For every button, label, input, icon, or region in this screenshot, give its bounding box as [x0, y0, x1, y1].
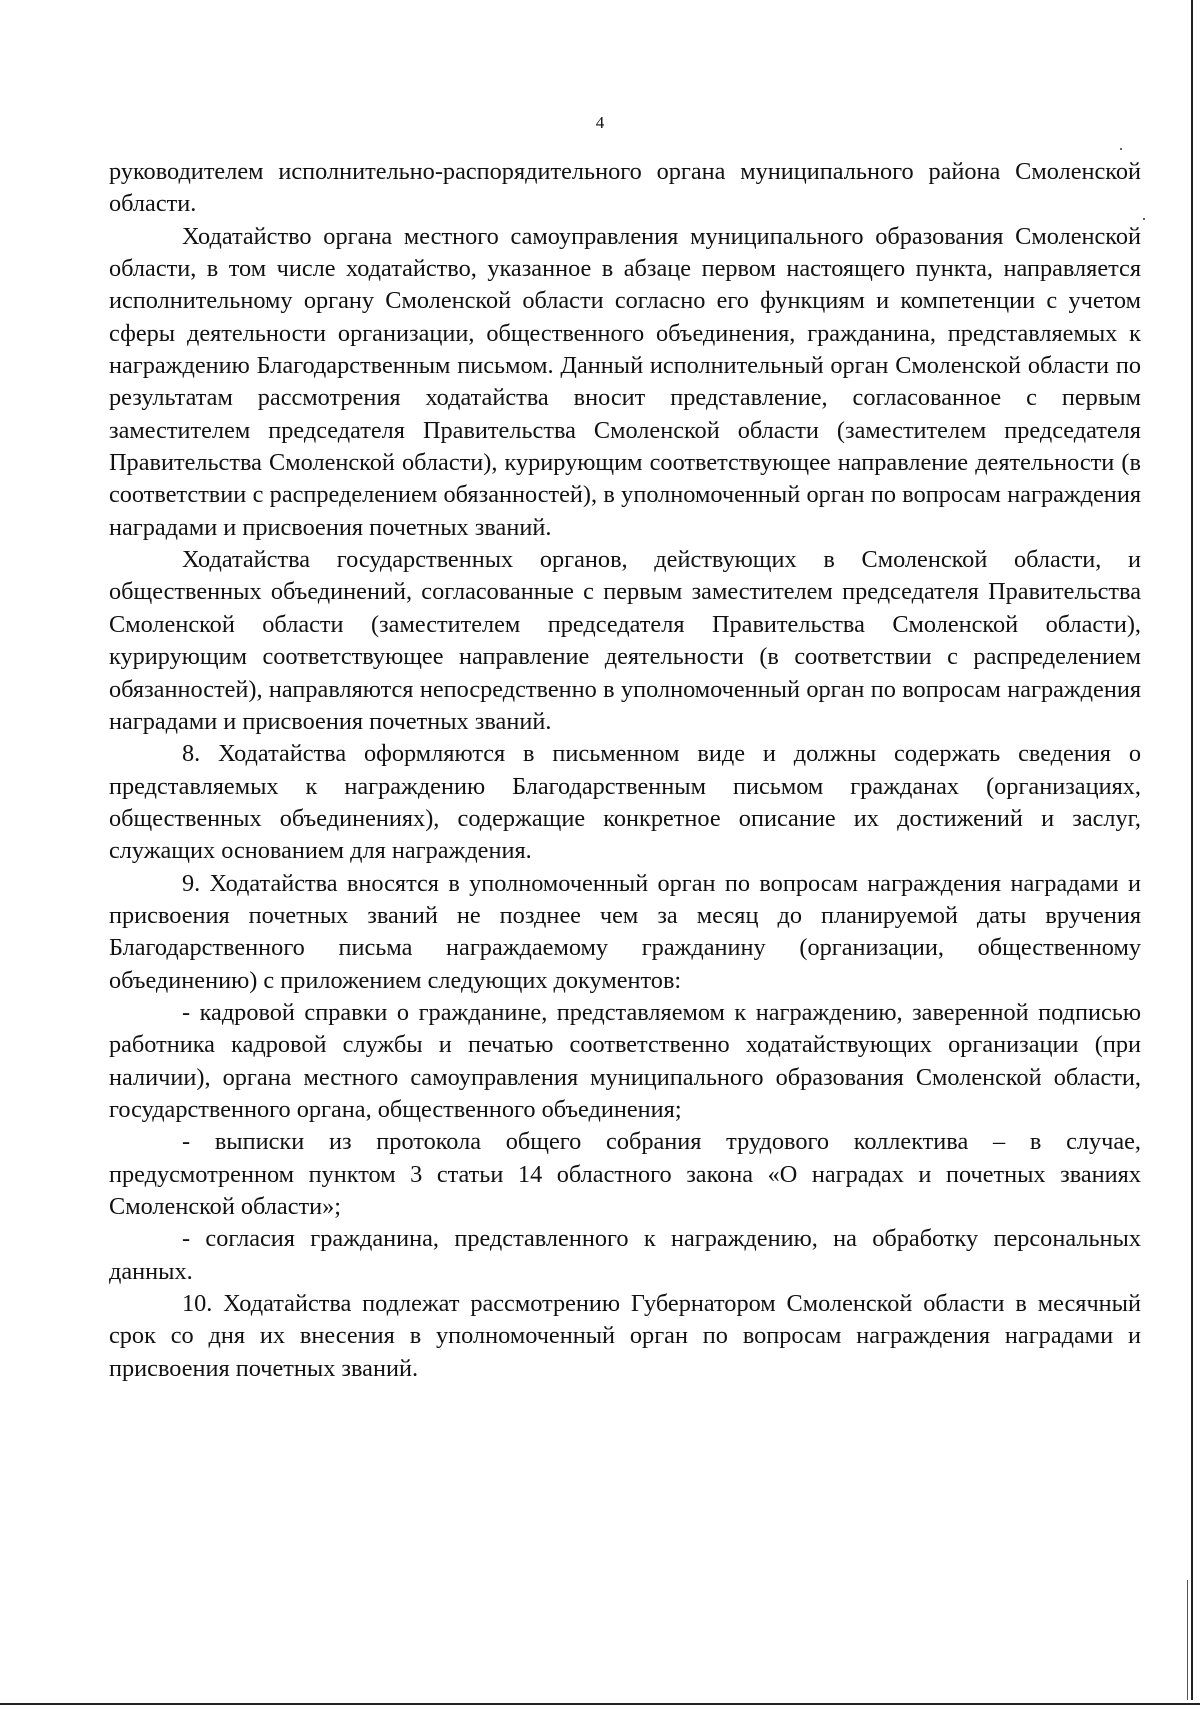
scan-right-border — [1191, 0, 1193, 1700]
paragraph-item-8: 8. Ходатайства оформляются в письменном виде и должны содержать сведения о представляемых к награждению Благодарственным письмом гражданах (организациях, общественных объединениях), содержащие конкретное описание их достижений и заслуг, служащих основанием для награждения. — [109, 740, 1141, 865]
list-item-meeting-extract: - выписки из протокола общего собрания трудового коллектива – в случае, предусмотренном пунктом 3 статьи 14 областного закона «О наградах и почетных званиях Смоленской области»; — [109, 1128, 1141, 1220]
list-item-personal-data-consent: - согласия гражданина, представленного к награждению, на обработку персональных данных. — [109, 1225, 1141, 1285]
paragraph-item-9: 9. Ходатайства вносятся в уполномоченный орган по вопросам награждения наградами и присвоения почетных званий не позднее чем за месяц до планируемой даты вручения Благодарственного письма награждаемому гражданину (организации, общественному объединению) с приложением следующих документов: — [109, 869, 1141, 994]
paragraph-municipal-petition: Ходатайство органа местного самоуправления муниципального образования Смоленской области, в том числе ходатайство, указанное в абзаце первом настоящего пункта, направляется исполнительному органу Смоленской области согласно его функциям и компетенции с учетом сферы деятельности организации, общественного объединения, гражданина, представляемых к награждению Благодарственным письмом. Данный исполнительный орган Смоленской области по результатам рассмотрения ходатайства вносит представление, согласованное с первым заместителем председателя Правительства Смоленской области (заместителем председателя Правительства Смоленской области), курирующим соответствующее направление деятельности (в соответствии с распределением обязанностей), в уполномоченный орган по вопросам награждения наградами и присвоения почетных званий. — [109, 222, 1141, 541]
paragraph-state-bodies-petition: Ходатайства государственных органов, действующих в Смоленской области, и общественных объединений, согласованные с первым заместителем председателя Правительства Смоленской области (заместителем председателя Правительства Смоленской области), курирующим соответствующее направление деятельности (в соответствии с распределением обязанностей), направляются непосредственно в уполномоченный орган по вопросам награждения наградами и присвоения почетных званий. — [109, 546, 1141, 735]
document-body — [109, 156, 1141, 1385]
paragraph-item-10: 10. Ходатайства подлежат рассмотрению Губернатором Смоленской области в месячный срок со дня их внесения в уполномоченный орган по вопросам награждения наградами и присвоения почетных званий. — [109, 1290, 1141, 1382]
page-number: 4 — [595, 113, 605, 132]
scan-speck — [1120, 148, 1122, 150]
scan-speck — [1143, 218, 1145, 220]
scan-right-edge-mark — [1187, 1580, 1188, 1700]
list-item-personnel-reference: - кадровой справки о гражданине, представляемом к награждению, заверенной подписью работника кадровой службы и печатью соответственно ходатайствующих организации (при наличии), органа местного самоуправления муниципального образования Смоленской области, государственного органа, общественного объединения; — [109, 998, 1141, 1123]
scan-bottom-border — [0, 1703, 1200, 1705]
paragraph-continuation: руководителем исполнительно-распорядительного органа муниципального района Смоленской области. — [109, 158, 1141, 218]
